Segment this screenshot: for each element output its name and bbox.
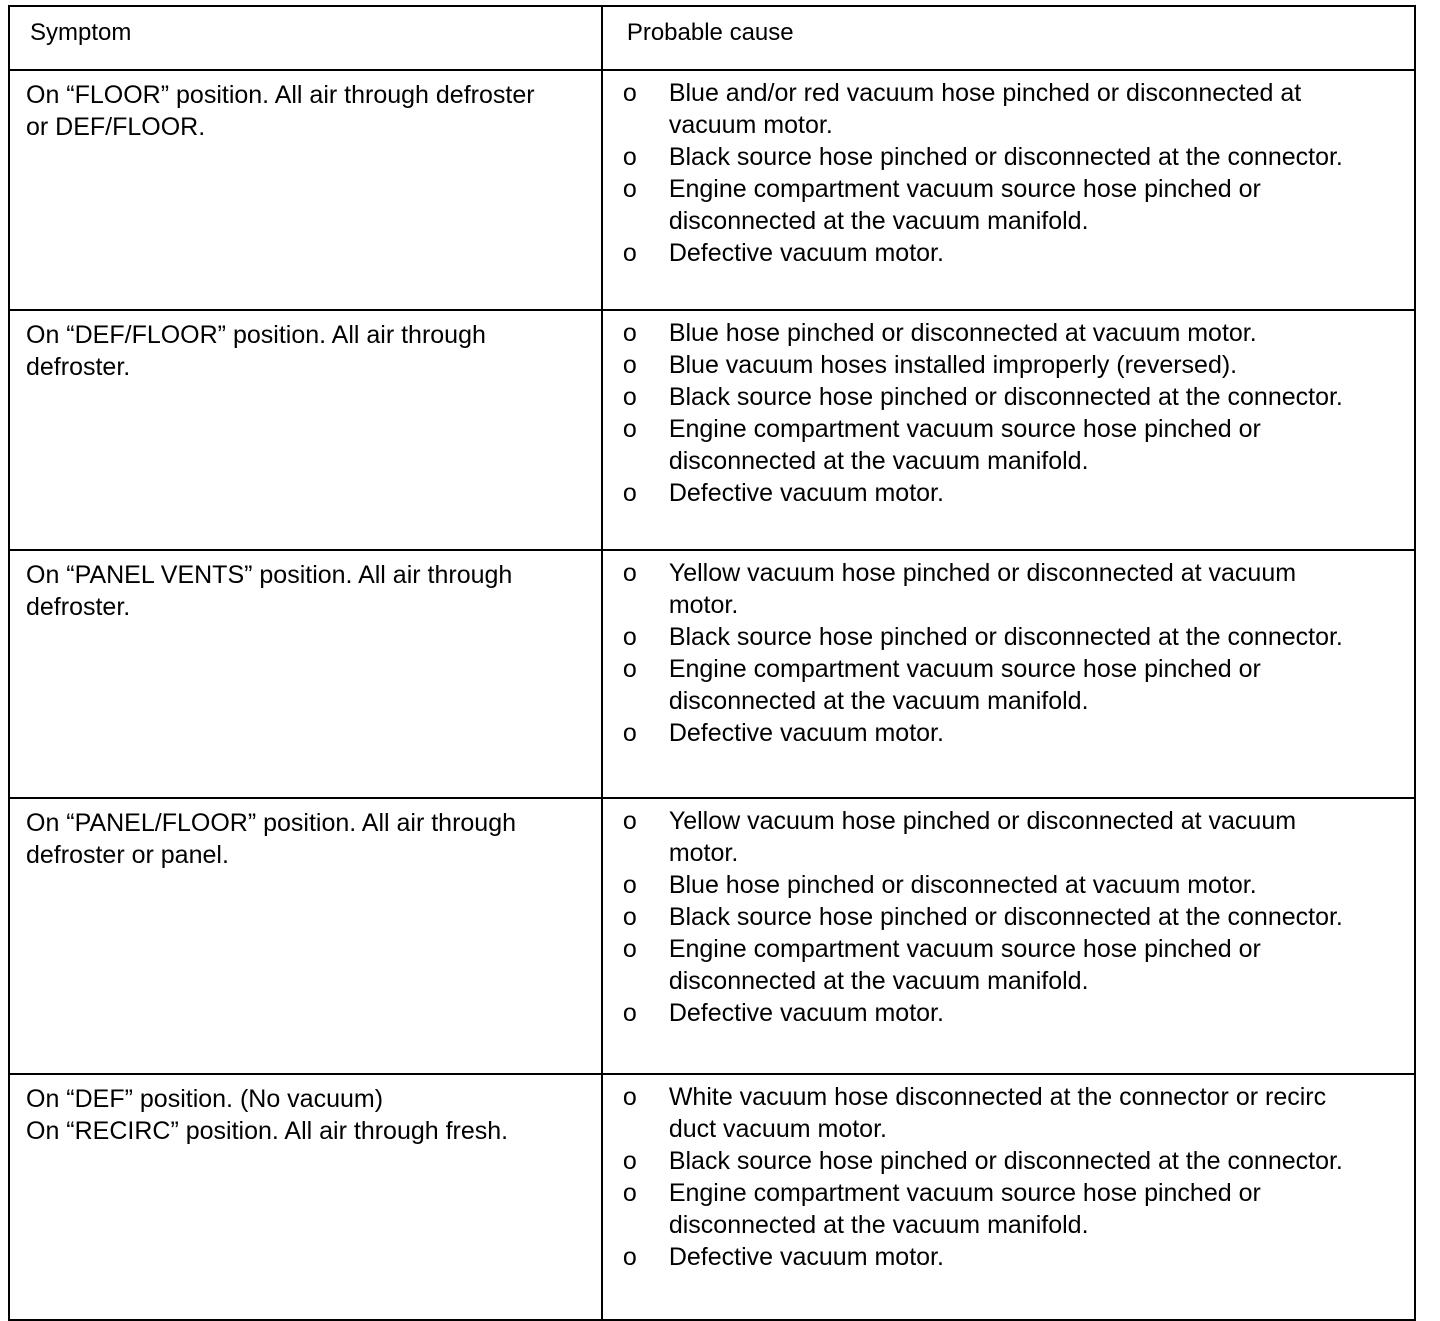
bullet-o-icon: o [622, 559, 637, 587]
cause-item [623, 349, 1408, 381]
cause-text [669, 349, 1408, 381]
bullet-o-icon: o [622, 807, 637, 835]
bullet-o-icon: o [622, 415, 637, 443]
bullet-o-icon: o [622, 903, 637, 931]
cause-item [623, 477, 1408, 509]
cause-text [669, 1177, 1408, 1241]
symptom-text-line: defroster. [26, 353, 131, 381]
cause-item [623, 805, 1408, 869]
symptom-cell [9, 550, 602, 798]
cause-item [623, 557, 1408, 621]
symptom-text-line: On “DEF” position. (No vacuum) [26, 1085, 384, 1113]
symptom-text-line: defroster. [26, 593, 131, 621]
bullet-o-icon: o [622, 479, 637, 507]
cause-text [669, 317, 1408, 349]
header-row [9, 6, 1415, 70]
table-row [9, 70, 1415, 310]
cause-text-line: White vacuum hose disconnected at the connector or recirc [668, 1083, 1327, 1111]
bullet-o-icon: o [622, 1083, 637, 1111]
cause-text-line: Black source hose pinched or disconnected at the connector. [668, 903, 1343, 931]
cause-text-line: Blue hose pinched or disconnected at vacuum motor. [668, 871, 1257, 899]
cause-item [623, 997, 1408, 1029]
symptom-text-line: On “RECIRC” position. All air through fresh. [26, 1117, 509, 1145]
cause-text [669, 381, 1408, 413]
cause-text-line: Engine compartment vacuum source hose pinched or [668, 935, 1261, 963]
cause-text [669, 1081, 1408, 1145]
cause-item [623, 901, 1408, 933]
bullet-o-icon: o [622, 1179, 637, 1207]
table-row [9, 550, 1415, 798]
cause-item [623, 717, 1408, 749]
cause-text [669, 237, 1408, 269]
cause-text-line: Yellow vacuum hose pinched or disconnected at vacuum [668, 559, 1297, 587]
symptom-text-line: On “PANEL/FLOOR” position. All air through [26, 809, 517, 837]
cause-text-line: disconnected at the vacuum manifold. [668, 447, 1089, 475]
cause-text-line: Yellow vacuum hose pinched or disconnected at vacuum [668, 807, 1297, 835]
cause-item [623, 1241, 1408, 1273]
cause-text [669, 557, 1408, 621]
cause-item [623, 869, 1408, 901]
bullet-o-icon: o [622, 871, 637, 899]
bullet-o-icon: o [622, 351, 637, 379]
cause-item [623, 653, 1408, 717]
cause-text [669, 869, 1408, 901]
cause-text [669, 621, 1408, 653]
bullet-o-icon: o [622, 935, 637, 963]
cause-list [623, 317, 1408, 509]
cause-text [669, 173, 1408, 237]
cause-text-line: motor. [668, 839, 739, 867]
cause-text-line: Blue and/or red vacuum hose pinched or disconnected at [668, 79, 1302, 107]
cause-item [623, 1081, 1408, 1145]
symptom-text-line: defroster or panel. [26, 841, 229, 869]
table-row [9, 310, 1415, 550]
cause-text [669, 997, 1408, 1029]
probable-cause-cell [602, 310, 1415, 550]
bullet-o-icon: o [622, 239, 637, 267]
symptom-cell [9, 798, 602, 1074]
probable-cause-cell [602, 550, 1415, 798]
cause-text-line: Blue vacuum hoses installed improperly (reversed). [668, 351, 1238, 379]
symptom-cell [9, 70, 602, 310]
cause-list [623, 805, 1408, 1029]
symptom-column-header: Symptom [9, 6, 602, 70]
cause-text [669, 141, 1408, 173]
cause-text-line: motor. [668, 591, 739, 619]
cause-text [669, 805, 1408, 869]
cause-text-line: Engine compartment vacuum source hose pinched or [668, 1179, 1261, 1207]
cause-item [623, 933, 1408, 997]
probable-cause-cell [602, 798, 1415, 1074]
symptom-text-line: On “FLOOR” position. All air through defroster [26, 81, 535, 109]
cause-list [623, 77, 1408, 269]
cause-text-line: disconnected at the vacuum manifold. [668, 687, 1089, 715]
cause-item [623, 1145, 1408, 1177]
cause-text [669, 653, 1408, 717]
cause-item [623, 237, 1408, 269]
cause-text [669, 1145, 1408, 1177]
cause-text-line: vacuum motor. [668, 111, 833, 139]
symptom-text-line: or DEF/FLOOR. [26, 113, 206, 141]
probable-cause-cell [602, 70, 1415, 310]
bullet-o-icon: o [622, 319, 637, 347]
bullet-o-icon: o [622, 175, 637, 203]
cause-text [669, 477, 1408, 509]
cause-item [623, 173, 1408, 237]
cause-text-line: Black source hose pinched or disconnected at the connector. [668, 623, 1343, 651]
cause-text [669, 717, 1408, 749]
bullet-o-icon: o [622, 79, 637, 107]
cause-item [623, 317, 1408, 349]
cause-text-line: Defective vacuum motor. [668, 239, 944, 267]
cause-text [669, 901, 1408, 933]
symptom-text-line: On “DEF/FLOOR” position. All air through [26, 321, 486, 349]
bullet-o-icon: o [622, 1243, 637, 1271]
bullet-o-icon: o [622, 999, 637, 1027]
cause-text-line: Engine compartment vacuum source hose pinched or [668, 175, 1261, 203]
cause-item [623, 141, 1408, 173]
symptom-cell [9, 310, 602, 550]
cause-text-line: Defective vacuum motor. [668, 1243, 944, 1271]
table-body [9, 70, 1415, 1320]
bullet-o-icon: o [622, 623, 637, 651]
cause-list [623, 1081, 1408, 1273]
cause-text [669, 933, 1408, 997]
cause-item [623, 413, 1408, 477]
cause-text-line: disconnected at the vacuum manifold. [668, 1211, 1089, 1239]
cause-text [669, 413, 1408, 477]
cause-text-line: Defective vacuum motor. [668, 999, 944, 1027]
bullet-o-icon: o [622, 719, 637, 747]
probable-cause-cell [602, 1074, 1415, 1320]
bullet-o-icon: o [622, 655, 637, 683]
probable-cause-column-header: Probable cause [602, 6, 1415, 70]
cause-text-line: Engine compartment vacuum source hose pinched or [668, 415, 1261, 443]
cause-item [623, 381, 1408, 413]
cause-text-line: disconnected at the vacuum manifold. [668, 207, 1089, 235]
cause-text-line: Black source hose pinched or disconnected at the connector. [668, 1147, 1343, 1175]
bullet-o-icon: o [622, 1147, 637, 1175]
cause-list [623, 557, 1408, 749]
troubleshooting-table [8, 5, 1416, 1321]
bullet-o-icon: o [622, 143, 637, 171]
table-row [9, 798, 1415, 1074]
cause-text-line: Black source hose pinched or disconnected at the connector. [668, 143, 1343, 171]
cause-item [623, 77, 1408, 141]
cause-text [669, 1241, 1408, 1273]
cause-text-line: Engine compartment vacuum source hose pinched or [668, 655, 1261, 683]
table-row [9, 1074, 1415, 1320]
cause-text-line: Defective vacuum motor. [668, 479, 944, 507]
table-header [9, 6, 1415, 70]
cause-text-line: Blue hose pinched or disconnected at vacuum motor. [668, 319, 1257, 347]
cause-text-line: Defective vacuum motor. [668, 719, 944, 747]
symptom-text-line: On “PANEL VENTS” position. All air through [26, 561, 513, 589]
bullet-o-icon: o [622, 383, 637, 411]
cause-text [669, 77, 1408, 141]
cause-text-line: disconnected at the vacuum manifold. [668, 967, 1089, 995]
symptom-cell [9, 1074, 602, 1320]
cause-item [623, 1177, 1408, 1241]
cause-text-line: duct vacuum motor. [668, 1115, 887, 1143]
cause-text-line: Black source hose pinched or disconnected at the connector. [668, 383, 1343, 411]
cause-item [623, 621, 1408, 653]
